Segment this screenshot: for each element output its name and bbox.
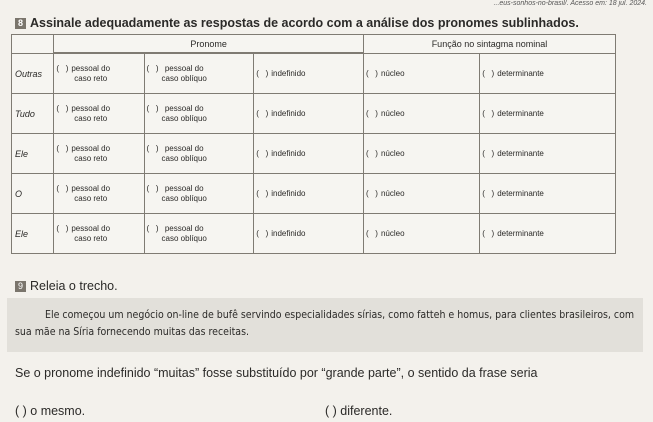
option-text-line: pessoal do — [71, 103, 111, 113]
pronoun-label: Ele — [15, 148, 29, 159]
option-nucleo-cell — [363, 174, 479, 214]
option-label — [162, 224, 207, 244]
option-indefinido[interactable] — [256, 69, 361, 79]
option-determinante-cell — [480, 214, 616, 254]
option-label — [381, 69, 405, 79]
option-text: núcleo — [380, 68, 405, 78]
option-text: indefinido — [271, 68, 306, 78]
option-indefinido[interactable] — [256, 149, 361, 159]
option-same[interactable]: ( ) o mesmo. — [15, 404, 86, 418]
checkbox[interactable]: ( ) — [256, 148, 269, 158]
option-label — [497, 189, 544, 199]
option-text-line: pessoal do — [164, 143, 204, 153]
checkbox[interactable]: ( ) — [56, 103, 69, 113]
option-text-line: caso oblíquo — [161, 193, 207, 203]
option-text: determinante — [497, 68, 544, 78]
checkbox[interactable]: ( ) — [482, 108, 495, 118]
option-text: indefinido — [271, 228, 306, 238]
option-label — [381, 189, 405, 199]
option-pessoal-obliquo-cell — [144, 174, 254, 214]
option-text-line: caso oblíquo — [161, 233, 207, 243]
header-pronome: Pronome — [54, 35, 364, 53]
option-text-line: caso oblíquo — [161, 153, 207, 163]
option-text-line: pessoal do — [71, 63, 111, 73]
option-pessoal-obliquo[interactable] — [147, 144, 252, 164]
option-indefinido-cell — [254, 54, 364, 94]
checkbox[interactable]: ( ) — [482, 228, 495, 238]
option-label — [381, 109, 405, 119]
checkbox[interactable]: ( ) — [256, 228, 269, 238]
option-pessoal-obliquo-cell — [144, 54, 254, 94]
option-text-line: pessoal do — [71, 223, 111, 233]
table-row — [12, 94, 616, 134]
table-row — [12, 174, 616, 214]
option-determinante[interactable] — [482, 229, 613, 239]
option-text-line: pessoal do — [164, 103, 204, 113]
checkbox[interactable]: ( ) — [146, 63, 159, 73]
option-pessoal-obliquo[interactable] — [147, 64, 252, 84]
row-label-cell — [12, 54, 54, 94]
table-row — [12, 134, 616, 174]
option-text-line: caso reto — [74, 233, 108, 243]
option-indefinido[interactable] — [256, 229, 361, 239]
option-text: núcleo — [380, 228, 405, 238]
row-label-cell — [12, 134, 54, 174]
option-determinante[interactable] — [482, 189, 613, 199]
table-row — [12, 214, 616, 254]
checkbox[interactable]: ( ) — [482, 188, 495, 198]
row-label-cell — [12, 94, 54, 134]
option-pessoal-reto[interactable] — [56, 64, 141, 84]
checkbox[interactable]: ( ) — [256, 108, 269, 118]
option-text-line: caso reto — [74, 73, 108, 83]
checkbox[interactable]: ( ) — [365, 148, 378, 158]
option-indefinido[interactable] — [256, 189, 361, 199]
option-determinante-cell — [480, 54, 616, 94]
question-text: Releia o trecho. — [30, 279, 118, 293]
option-text-line: caso reto — [74, 153, 108, 163]
option-text: núcleo — [380, 188, 405, 198]
option-text: determinante — [497, 148, 544, 158]
checkbox[interactable]: ( ) — [365, 188, 378, 198]
option-pessoal-obliquo-cell — [144, 134, 254, 174]
option-indefinido-cell — [254, 134, 364, 174]
option-label — [497, 229, 544, 239]
option-label — [497, 149, 544, 159]
option-determinante-cell — [480, 94, 616, 134]
checkbox[interactable]: ( ) — [482, 148, 495, 158]
option-text-line: pessoal do — [164, 183, 204, 193]
option-label — [271, 109, 305, 119]
option-pessoal-obliquo[interactable] — [147, 224, 252, 244]
option-label — [162, 144, 207, 164]
checkbox[interactable]: ( ) — [56, 223, 69, 233]
checkbox[interactable]: ( ) — [146, 103, 159, 113]
option-indefinido-cell — [254, 174, 364, 214]
quote-box — [7, 298, 643, 352]
option-nucleo-cell — [363, 214, 479, 254]
option-determinante[interactable] — [482, 109, 613, 119]
option-pessoal-reto[interactable] — [56, 224, 141, 244]
option-text-line: caso oblíquo — [161, 73, 207, 83]
option-label — [71, 104, 110, 124]
option-different[interactable]: ( ) diferente. — [325, 404, 393, 418]
option-determinante[interactable] — [482, 69, 613, 79]
row-label-cell — [12, 214, 54, 254]
checkbox[interactable]: ( ) — [365, 228, 378, 238]
option-pessoal-obliquo-cell — [144, 94, 254, 134]
option-text: indefinido — [271, 108, 306, 118]
quote-text: Ele começou um negócio on-line de bufê servindo especialidades sírias, como fatteh e homus, para clientes brasileiros, com sua mãe na Síria fornecendo muitas das receitas. — [15, 309, 635, 338]
option-nucleo[interactable] — [366, 229, 477, 239]
option-nucleo[interactable] — [366, 189, 477, 199]
pronoun-label: Outras — [15, 68, 43, 79]
option-pessoal-reto-cell — [54, 214, 144, 254]
option-determinante[interactable] — [482, 149, 613, 159]
option-pessoal-obliquo[interactable] — [147, 184, 252, 204]
option-text: núcleo — [380, 148, 405, 158]
option-determinante-cell — [480, 134, 616, 174]
question-number: 8 — [15, 18, 26, 29]
checkbox[interactable]: ( ) — [146, 223, 159, 233]
option-pessoal-obliquo-cell — [144, 214, 254, 254]
question-text: Assinale adequadamente as respostas de acordo com a análise dos pronomes sublinhados. — [30, 16, 579, 30]
question-prompt: Se o pronome indefinido “muitas” fosse substituído por “grande parte”, o sentido da frase seria — [15, 366, 538, 380]
option-label — [271, 229, 305, 239]
pronoun-label: O — [15, 188, 23, 199]
option-pessoal-reto-cell — [54, 54, 144, 94]
option-pessoal-obliquo[interactable] — [147, 104, 252, 124]
option-label — [271, 189, 305, 199]
checkbox[interactable]: ( ) — [482, 68, 495, 78]
checkbox[interactable]: ( ) — [365, 68, 378, 78]
header-funcao: Função no sintagma nominal — [363, 35, 615, 54]
option-pessoal-reto-cell — [54, 94, 144, 134]
option-text: indefinido — [271, 188, 306, 198]
checkbox[interactable]: ( ) — [256, 188, 269, 198]
pronoun-label: Tudo — [15, 108, 35, 119]
option-text: núcleo — [380, 108, 405, 118]
option-label — [497, 69, 544, 79]
checkbox[interactable]: ( ) — [56, 143, 69, 153]
pronoun-label: Ele — [15, 228, 29, 239]
option-text-line: caso reto — [74, 193, 108, 203]
option-label — [71, 64, 110, 84]
option-indefinido[interactable] — [256, 109, 361, 119]
pronoun-table — [11, 34, 616, 254]
option-text: determinante — [497, 108, 544, 118]
option-nucleo[interactable] — [366, 69, 477, 79]
source-citation: ...eus-sonhos-no-brasil/. Acesso em: 18 jul. 2024. — [493, 0, 647, 7]
option-text: indefinido — [271, 148, 306, 158]
option-pessoal-reto[interactable] — [56, 144, 141, 164]
checkbox[interactable]: ( ) — [56, 183, 69, 193]
question-number: 9 — [15, 281, 26, 292]
option-label — [162, 184, 207, 204]
option-text-line: pessoal do — [71, 143, 111, 153]
option-nucleo-cell — [363, 54, 479, 94]
option-nucleo[interactable] — [366, 149, 477, 159]
option-determinante-cell — [480, 174, 616, 214]
option-label — [162, 104, 207, 124]
checkbox[interactable]: ( ) — [146, 183, 159, 193]
option-label — [271, 149, 305, 159]
option-text-line: pessoal do — [164, 63, 204, 73]
option-text-line: caso reto — [74, 113, 108, 123]
option-pessoal-reto[interactable] — [56, 184, 141, 204]
option-pessoal-reto-cell — [54, 134, 144, 174]
option-text: determinante — [497, 188, 544, 198]
row-label-cell — [12, 174, 54, 214]
option-text-line: caso oblíquo — [161, 113, 207, 123]
option-indefinido-cell — [254, 214, 364, 254]
table-corner — [12, 35, 54, 54]
checkbox[interactable]: ( ) — [56, 63, 69, 73]
option-nucleo-cell — [363, 134, 479, 174]
option-text-line: pessoal do — [164, 223, 204, 233]
option-label — [71, 144, 110, 164]
option-nucleo[interactable] — [366, 109, 477, 119]
option-text-line: pessoal do — [71, 183, 111, 193]
option-label — [381, 149, 405, 159]
question-9 — [15, 279, 118, 293]
option-pessoal-reto[interactable] — [56, 104, 141, 124]
table-row — [12, 54, 616, 94]
checkbox[interactable]: ( ) — [256, 68, 269, 78]
option-label — [271, 69, 305, 79]
option-label — [381, 229, 405, 239]
question-8 — [15, 16, 579, 30]
option-nucleo-cell — [363, 94, 479, 134]
option-label — [497, 109, 544, 119]
checkbox[interactable]: ( ) — [146, 143, 159, 153]
option-label — [162, 64, 207, 84]
option-pessoal-reto-cell — [54, 174, 144, 214]
option-text: determinante — [497, 228, 544, 238]
option-indefinido-cell — [254, 94, 364, 134]
option-label — [71, 184, 110, 204]
checkbox[interactable]: ( ) — [365, 108, 378, 118]
option-label — [71, 224, 110, 244]
